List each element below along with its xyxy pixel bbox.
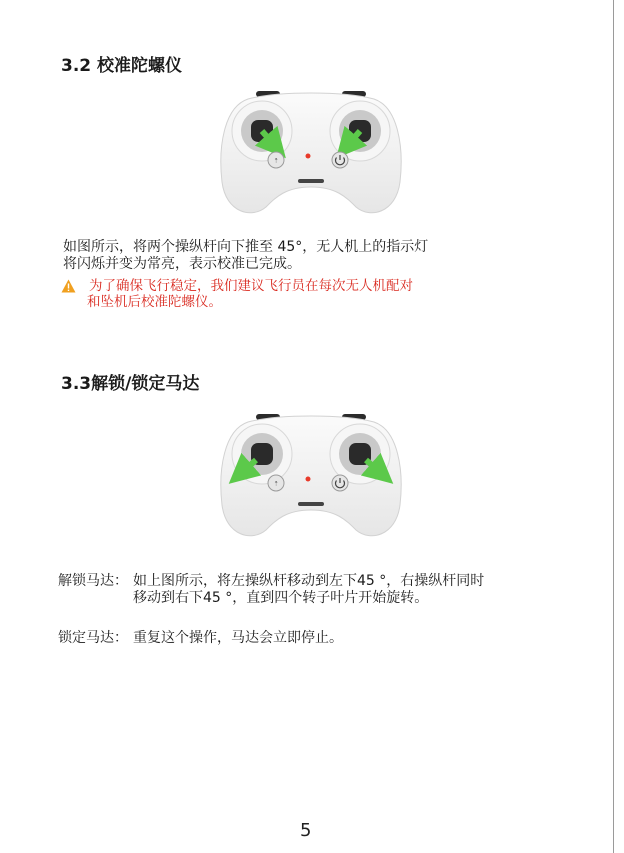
- charging-port: [298, 502, 324, 506]
- calibrate-description: [63, 239, 428, 273]
- calibrate-line-1: 如图所示，将两个操纵杆向下推至 45°，无人机上的指示灯: [63, 239, 429, 255]
- section-title-calibrate: 3.2 校准陀螺仪: [61, 56, 183, 76]
- warning-triangle-icon: [61, 279, 76, 293]
- warning-line-1: 为了确保飞行稳定，我们建议飞行员在每次无人机配对: [89, 278, 413, 294]
- lock-motor-text: [133, 630, 343, 647]
- svg-text:⇡: ⇡: [273, 480, 279, 488]
- controller-illustration-calibrate: [218, 87, 404, 219]
- charging-port: [298, 179, 324, 183]
- unlock-motor-instruction: [58, 573, 578, 609]
- indicator-light: [306, 154, 311, 159]
- unlock-motor-label: 解锁马达：: [58, 573, 128, 589]
- unlock-line-1: 如上图所示，将左操纵杆移动到左下45 °，右操纵杆同时: [133, 573, 485, 589]
- lock-motor-label: 锁定马达：: [58, 630, 128, 646]
- controller-illustration-motor: [218, 410, 404, 542]
- indicator-light: [306, 477, 311, 482]
- lock-line: 重复这个操作，马达会立即停止。: [133, 630, 343, 646]
- warning-text: [89, 278, 413, 310]
- warning-line-2: 和坠机后校准陀螺仪。: [87, 294, 222, 310]
- unlock-motor-text: [133, 573, 484, 607]
- unlock-line-2: 移动到右下45 °，直到四个转子叶片开始旋转。: [133, 590, 429, 606]
- calibrate-line-2: 将闪烁并变为常亮，表示校准已完成。: [63, 256, 301, 272]
- page-number: 5: [300, 820, 312, 841]
- lock-motor-instruction: [58, 630, 578, 648]
- section-title-motor: 3.3解锁/锁定马达: [61, 374, 200, 394]
- svg-text:⇡: ⇡: [273, 157, 279, 165]
- page-edge: [613, 0, 614, 853]
